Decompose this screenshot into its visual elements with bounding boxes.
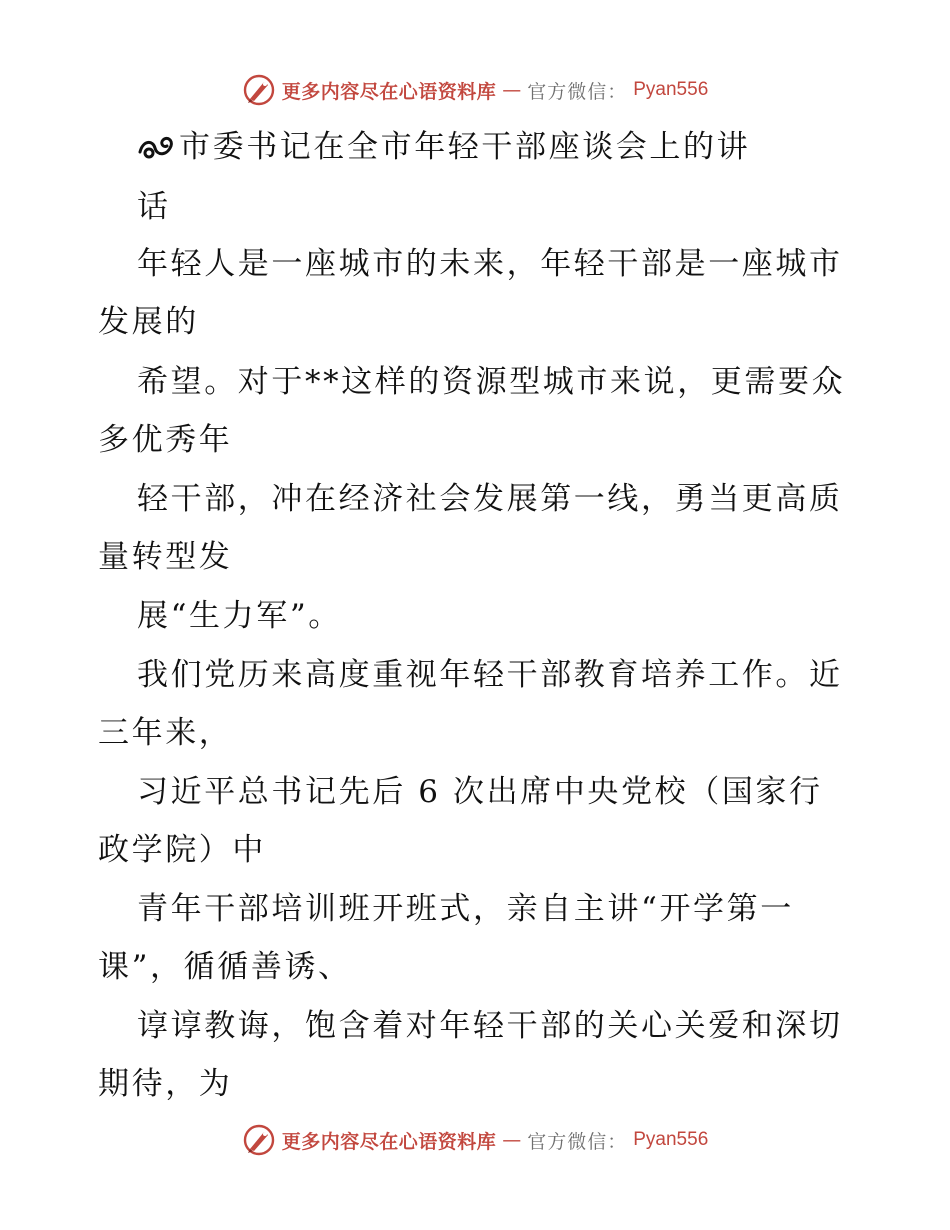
paragraph-line: 年轻人是一座城市的未来，年轻干部是一座城市 [137,246,843,282]
document-title-line-2: 话 [137,189,171,225]
paragraph-line: 多优秀年 [98,422,233,458]
watermark-dash: — [502,79,522,101]
paragraph-line: 量转型发 [98,539,233,575]
watermark-label-text: 官方微信： [527,80,628,103]
paragraph-line: 习近平总书记先后 6 次出席中央党校（国家行 [137,774,823,810]
watermark-dash: — [502,1129,522,1151]
swirl-bullet-icon [137,132,177,162]
pen-logo-icon [242,1123,276,1157]
paragraph-line: 希望。对于**这样的资源型城市来说，更需要众 [137,364,846,400]
footer-watermark [0,1120,950,1160]
document-title-text: 市委书记在全市年轻干部座谈会上的讲 [179,129,751,165]
paragraph-line: 谆谆教诲，饱含着对年轻干部的关心关爱和深切 [137,1008,843,1044]
paragraph-line: 政学院）中 [98,832,266,868]
watermark-label-text: 官方微信： [527,1130,628,1153]
paragraph-line: 课”，循循善诱、 [98,949,352,985]
paragraph-line: 发展的 [98,304,199,340]
paragraph-line: 三年来， [98,715,233,751]
watermark-id-text: Pyan556 [633,79,709,100]
paragraph-line: 轻干部，冲在经济社会发展第一线，勇当更高质 [137,481,843,517]
document-title-line-1 [137,127,750,167]
watermark-brand-text: 更多内容尽在心语资料库 [281,80,497,103]
paragraph-line: 展“生力军”。 [137,598,342,634]
watermark-brand-text: 更多内容尽在心语资料库 [281,1130,497,1153]
paragraph-line: 期待，为 [98,1066,233,1102]
watermark-id-text: Pyan556 [633,1129,709,1150]
paragraph-line: 青年干部培训班开班式，亲自主讲“开学第一 [137,891,794,927]
paragraph-line: 我们党历来高度重视年轻干部教育培养工作。近 [137,657,843,693]
